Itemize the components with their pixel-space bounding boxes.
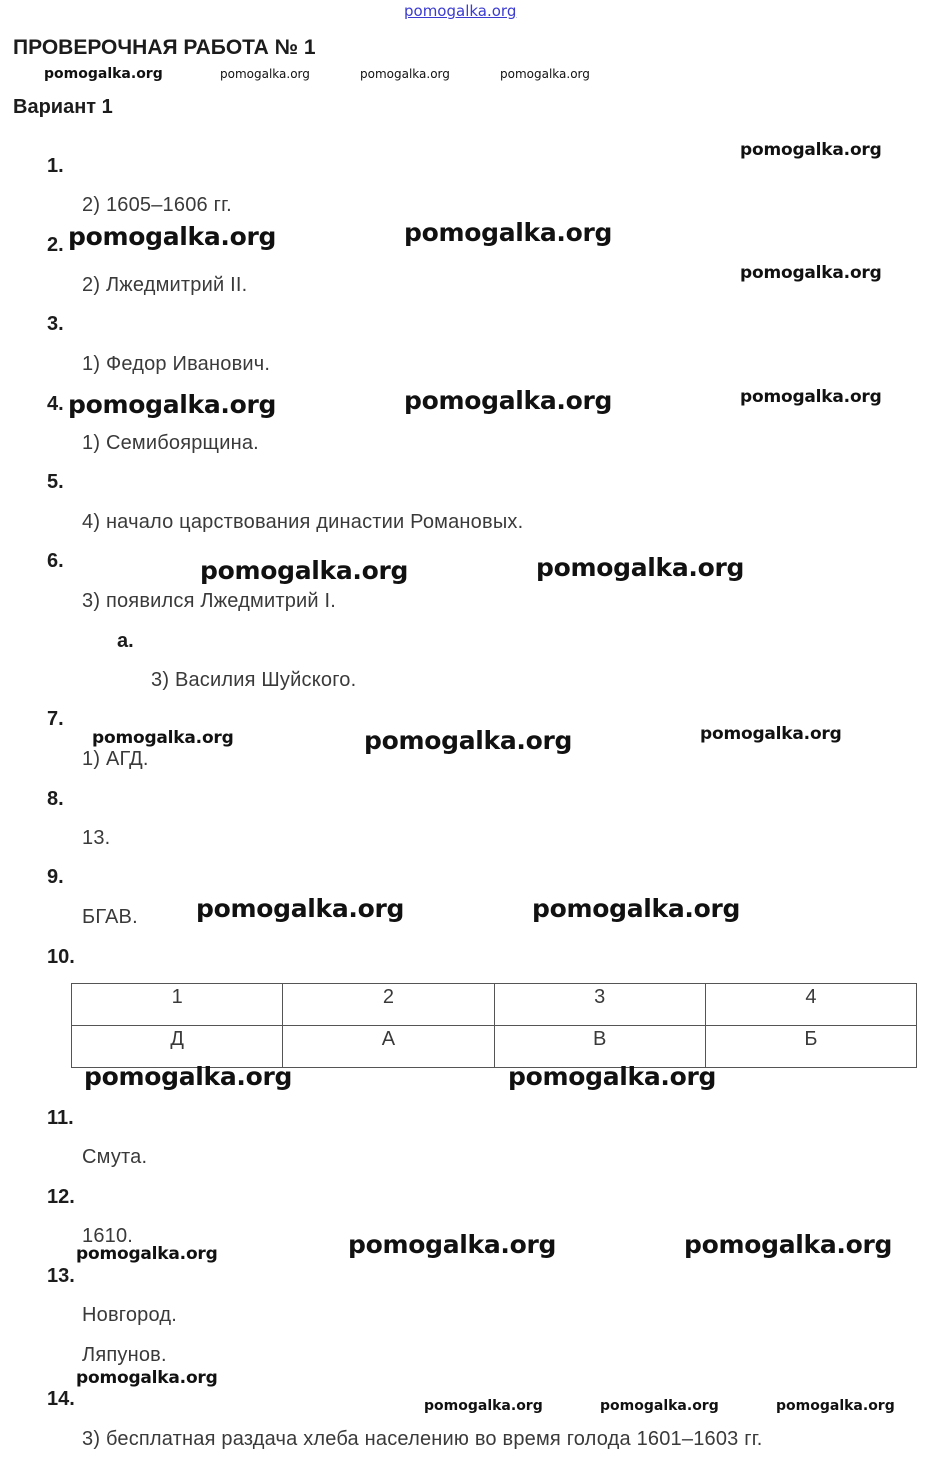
watermark: pomogalka.org xyxy=(76,1368,218,1388)
watermark: pomogalka.org xyxy=(364,726,573,755)
watermark: pomogalka.org xyxy=(740,263,882,283)
watermark: pomogalka.org xyxy=(92,728,234,748)
question-number: 9. xyxy=(47,866,64,888)
watermark: pomogalka.org xyxy=(68,222,277,251)
answer-text: 3) бесплатная раздача хлеба населению во время голода 1601–1603 гг. xyxy=(82,1428,763,1450)
answer-text: 1) Семибоярщина. xyxy=(82,432,259,454)
question-number: 14. xyxy=(47,1388,75,1410)
watermark: pomogalka.org xyxy=(740,140,882,160)
table-cell: А xyxy=(283,1026,494,1068)
variant-heading: Вариант 1 xyxy=(13,96,113,118)
table-cell: 3 xyxy=(494,984,705,1026)
watermark: pomogalka.org xyxy=(500,67,590,81)
question-number: 10. xyxy=(47,946,75,968)
watermark: pomogalka.org xyxy=(532,894,741,923)
question-number: 1. xyxy=(47,155,64,177)
table-cell: 4 xyxy=(705,984,916,1026)
question-number: а. xyxy=(117,630,134,652)
table-cell: В xyxy=(494,1026,705,1068)
watermark: pomogalka.org xyxy=(220,67,310,81)
table-cell: Д xyxy=(72,1026,283,1068)
watermark: pomogalka.org xyxy=(200,556,409,585)
site-link[interactable]: pomogalka.org xyxy=(404,2,517,20)
answer-text: 3) Василия Шуйского. xyxy=(151,669,357,691)
watermark: pomogalka.org xyxy=(404,218,613,247)
table-cell: Б xyxy=(705,1026,916,1068)
watermark: pomogalka.org xyxy=(508,1062,717,1091)
watermark: pomogalka.org xyxy=(360,67,450,81)
question-number: 4. xyxy=(47,393,64,415)
answer-text: 2) 1605–1606 гг. xyxy=(82,194,232,216)
watermark: pomogalka.org xyxy=(348,1230,557,1259)
question-number: 6. xyxy=(47,550,64,572)
answer-text: Новгород. xyxy=(82,1304,178,1326)
answer-text: 2) Лжедмитрий II. xyxy=(82,274,248,296)
watermark: pomogalka.org xyxy=(536,553,745,582)
answer-text: Ляпунов. xyxy=(82,1344,167,1366)
page-title: ПРОВЕРОЧНАЯ РАБОТА № 1 xyxy=(13,36,316,59)
question-number: 7. xyxy=(47,708,64,730)
question-number: 12. xyxy=(47,1186,75,1208)
answer-text: Смута. xyxy=(82,1146,148,1168)
watermark: pomogalka.org xyxy=(684,1230,893,1259)
question-number: 11. xyxy=(47,1107,74,1129)
table-header-row xyxy=(72,984,917,1026)
answer-text: 1610. xyxy=(82,1225,134,1247)
answer-text: 1) АГД. xyxy=(82,748,149,770)
watermark: pomogalka.org xyxy=(44,66,163,82)
watermark: pomogalka.org xyxy=(776,1398,895,1414)
watermark: pomogalka.org xyxy=(68,390,277,419)
answer-text: 3) появился Лжедмитрий I. xyxy=(82,590,337,612)
question-number: 2. xyxy=(47,234,64,256)
watermark: pomogalka.org xyxy=(600,1398,719,1414)
answer-table xyxy=(71,983,917,1068)
watermark: pomogalka.org xyxy=(424,1398,543,1414)
watermark: pomogalka.org xyxy=(76,1244,218,1264)
answer-text: 4) начало царствования династии Романовых. xyxy=(82,511,524,533)
question-number: 5. xyxy=(47,471,64,493)
table-cell: 1 xyxy=(72,984,283,1026)
answer-text: БГАВ. xyxy=(82,906,138,928)
table-cell: 2 xyxy=(283,984,494,1026)
watermark: pomogalka.org xyxy=(700,724,842,744)
question-number: 8. xyxy=(47,788,64,810)
answer-text: 13. xyxy=(82,827,111,849)
answer-text: 1) Федор Иванович. xyxy=(82,353,271,375)
question-number: 3. xyxy=(47,313,64,335)
watermark: pomogalka.org xyxy=(196,894,405,923)
watermark: pomogalka.org xyxy=(84,1062,293,1091)
watermark: pomogalka.org xyxy=(740,387,882,407)
question-number: 13. xyxy=(47,1265,75,1287)
watermark: pomogalka.org xyxy=(404,386,613,415)
